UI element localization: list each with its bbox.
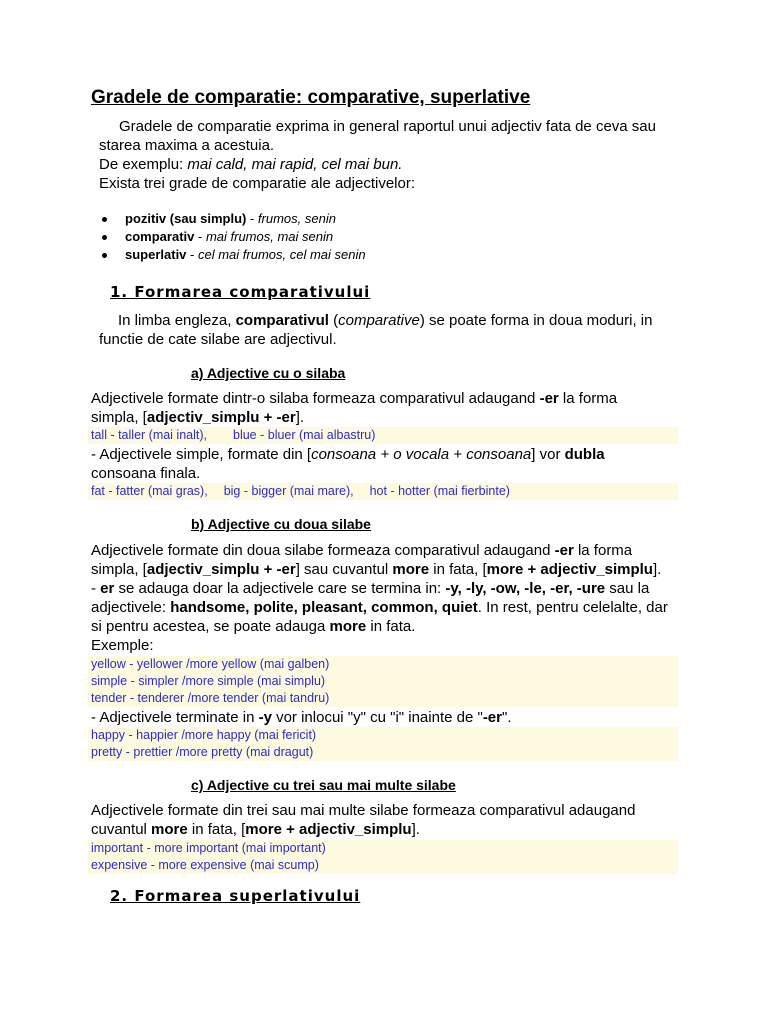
intro-example-text: mai cald, mai rapid, cel mai bun.	[187, 156, 403, 173]
section-heading-superlative: 2. Formarea superlativului	[110, 887, 361, 905]
example-row: expensive - more expensive (mai scump)	[88, 857, 678, 874]
example-row: important - more important (mai important)	[88, 840, 678, 857]
intro-example-prefix: De exemplu:	[99, 156, 188, 173]
section-heading-comparative: 1. Formarea comparativului	[110, 283, 371, 301]
subheading-three-syllables: c) Adjective cu trei sau mai multe silabe	[191, 777, 456, 793]
intro-paragraph	[99, 117, 689, 193]
example-row: happy - happier /more happy (mai fericit)	[88, 727, 678, 744]
example-row: yellow - yellower /more yellow (mai galben)	[88, 656, 678, 673]
example-row: fat - fatter (mai gras), big - bigger (mai mare), hot - hotter (mai fierbinte)	[88, 483, 678, 500]
intro-line-4: Exista trei grade de comparatie ale adjectivelor:	[99, 175, 415, 192]
double-consonant-rule: - Adjectivele simple, formate din [consoana + o vocala + consoana] vor dubla consoana finala.	[91, 446, 605, 482]
example-row: pretty - prettier /more pretty (mai dragut)	[88, 744, 678, 761]
one-syllable-rule: Adjectivele formate dintr-o silaba formeaza comparativul adaugand -er la forma simpla, [adjectiv_simplu + -er].	[91, 390, 618, 426]
two-syllable-rule: Adjectivele formate din doua silabe formeaza comparativul adaugand -er la forma simpla, [adjectiv_simplu + -er] sau cuvantul more in fata, [more + adjectiv_simplu]. - er se adauga doar la adjectivele care se termina in: -y, -ly, -ow, -le, -er, -ure sau la adjectivele: handsome, polite, pleasant, common, quiet. In rest, pentru celelalte, dar si pentru acestea, se poate adauga more in fata. Exemple:	[91, 542, 668, 654]
intro-line-1: Gradele de comparatie exprima in general raportul unui adjectiv fata de ceva sau	[119, 118, 656, 135]
comparative-intro: In limba engleza, comparativul (comparative) se poate forma in doua moduri, in functie de cate silabe are adjectivul.	[99, 312, 653, 348]
intro-line-2: starea maxima a acestuia.	[99, 137, 275, 154]
example-row: simple - simpler /more simple (mai simplu)	[88, 673, 678, 690]
y-to-i-rule: - Adjectivele terminate in -y vor inlocui "y" cu "i" inainte de "-er".	[91, 709, 512, 726]
degrees-list	[100, 210, 366, 264]
subheading-one-syllable: a) Adjective cu o silaba	[191, 365, 346, 381]
subheading-two-syllables: b) Adjective cu doua silabe	[191, 516, 371, 532]
list-item: superlativ - cel mai frumos, cel mai senin	[100, 246, 366, 264]
list-item: pozitiv (sau simplu) - frumos, senin	[100, 210, 366, 228]
page-title: Gradele de comparatie: comparative, superlative	[91, 87, 531, 108]
list-item: comparativ - mai frumos, mai senin	[100, 228, 366, 246]
three-syllable-rule: Adjectivele formate din trei sau mai multe silabe formeaza comparativul adaugand cuvantul more in fata, [more + adjectiv_simplu].	[91, 802, 636, 838]
example-row: tender - tenderer /more tender (mai tandru)	[88, 690, 678, 707]
example-row: tall - taller (mai inalt), blue - bluer (mai albastru)	[88, 427, 678, 444]
